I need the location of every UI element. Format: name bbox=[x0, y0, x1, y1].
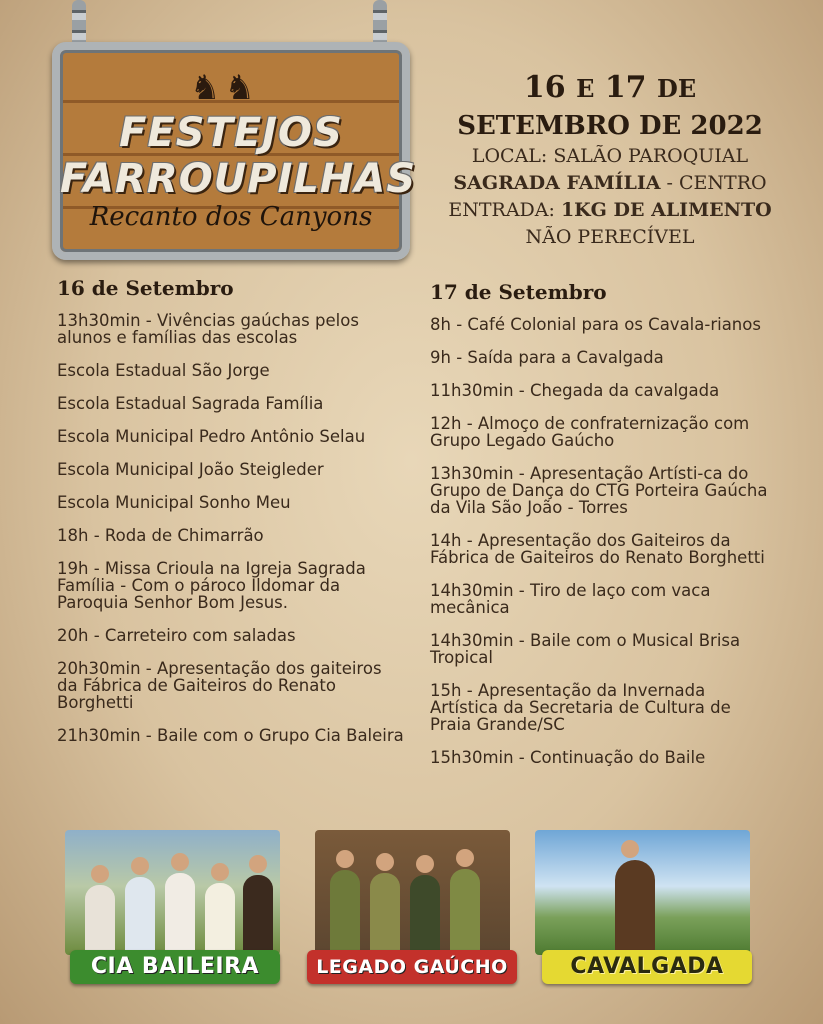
event-entry bbox=[420, 197, 800, 224]
schedule-item: Escola Municipal João Steigleder bbox=[57, 460, 324, 479]
cia-baileira-photo bbox=[65, 830, 280, 955]
cia-baileira-badge: CIA BAILEIRA bbox=[70, 950, 280, 984]
entry-requirement: 1KG DE ALIMENTO bbox=[560, 199, 772, 221]
schedule-item: Escola Municipal Pedro Antônio Selau bbox=[57, 427, 366, 446]
date-de: DE bbox=[657, 74, 697, 103]
schedule-item: Escola Estadual Sagrada Família bbox=[57, 394, 324, 413]
date-conj: E bbox=[576, 74, 595, 103]
schedule-item: Escola Estadual São Jorge bbox=[57, 361, 270, 380]
schedule-item: 14h30min - Baile com o Musical Brisa Tropical bbox=[430, 631, 741, 667]
date-day-17: 17 bbox=[604, 70, 647, 105]
schedule-item: 21h30min - Baile com o Grupo Cia Baleira bbox=[57, 726, 404, 745]
date-day-16: 16 bbox=[523, 70, 566, 105]
schedule-item: 20h30min - Apresentação dos gaiteiros da Fábrica de Gaiteiros do Renato Borghetti bbox=[57, 659, 382, 712]
schedule-day-17 bbox=[430, 280, 775, 782]
event-header-info bbox=[420, 70, 800, 251]
event-local: LOCAL: SALÃO PAROQUIAL bbox=[471, 145, 749, 167]
schedule-item: 11h30min - Chegada da cavalgada bbox=[430, 381, 720, 400]
event-place bbox=[420, 170, 800, 197]
event-place-area: - CENTRO bbox=[660, 172, 767, 194]
legado-gaucho-photo bbox=[315, 830, 510, 955]
day-17-heading: 17 de Setembro bbox=[430, 280, 607, 304]
day-16-heading: 16 de Setembro bbox=[57, 276, 234, 300]
photo-strip bbox=[55, 830, 775, 1005]
event-place-name: SAGRADA FAMÍLIA bbox=[453, 172, 661, 194]
schedule-item: 14h - Apresentação dos Gaiteiros da Fábrica de Gaiteiros do Renato Borghetti bbox=[430, 531, 765, 567]
schedule-item: 13h30min - Vivências gaúchas pelos alunos e famílias das escolas bbox=[57, 311, 359, 347]
schedule-item: 15h30min - Continuação do Baile bbox=[430, 748, 706, 767]
sign-title-line1: FESTEJOS bbox=[119, 110, 343, 156]
schedule-item: 13h30min - Apresentação Artísti-ca do Grupo de Dança do CTG Porteira Gaúcha da Vila São João - Torres bbox=[430, 464, 768, 517]
event-sign bbox=[52, 42, 417, 260]
horse-riders-icon: ♞♞ bbox=[190, 68, 259, 108]
schedule-item: 12h - Almoço de confraternização com Grupo Legado Gaúcho bbox=[430, 414, 750, 450]
schedule-item: 9h - Saída para a Cavalgada bbox=[430, 348, 664, 367]
sign-subtitle: Recanto dos Canyons bbox=[89, 202, 373, 232]
schedule-day-16 bbox=[57, 276, 407, 760]
cavalgada-badge: CAVALGADA bbox=[542, 950, 752, 984]
schedule-item: 15h - Apresentação da Invernada Artística da Secretaria de Cultura de Praia Grande/SC bbox=[430, 681, 731, 734]
schedule-item: 8h - Café Colonial para os Cavala-rianos bbox=[430, 315, 761, 334]
schedule-item: 19h - Missa Crioula na Igreja Sagrada Família - Com o pároco Ildomar da Paroquia Senhor Bom Jesus. bbox=[57, 559, 366, 612]
event-date-line2: SETEMBRO DE 2022 bbox=[457, 111, 763, 141]
cavalgada-photo bbox=[535, 830, 750, 955]
event-entry-line2: NÃO PERECÍVEL bbox=[525, 226, 695, 248]
entry-label: ENTRADA: bbox=[448, 199, 561, 221]
sign-title-line2: FARROUPILHAS bbox=[60, 156, 417, 202]
schedule-item: 20h - Carreteiro com saladas bbox=[57, 626, 296, 645]
schedule-item: 14h30min - Tiro de laço com vaca mecânica bbox=[430, 581, 711, 617]
legado-gaucho-badge: LEGADO GAÚCHO bbox=[307, 950, 517, 984]
schedule-item: Escola Municipal Sonho Meu bbox=[57, 493, 291, 512]
event-date-line1 bbox=[420, 70, 800, 107]
schedule-item: 18h - Roda de Chimarrão bbox=[57, 526, 264, 545]
